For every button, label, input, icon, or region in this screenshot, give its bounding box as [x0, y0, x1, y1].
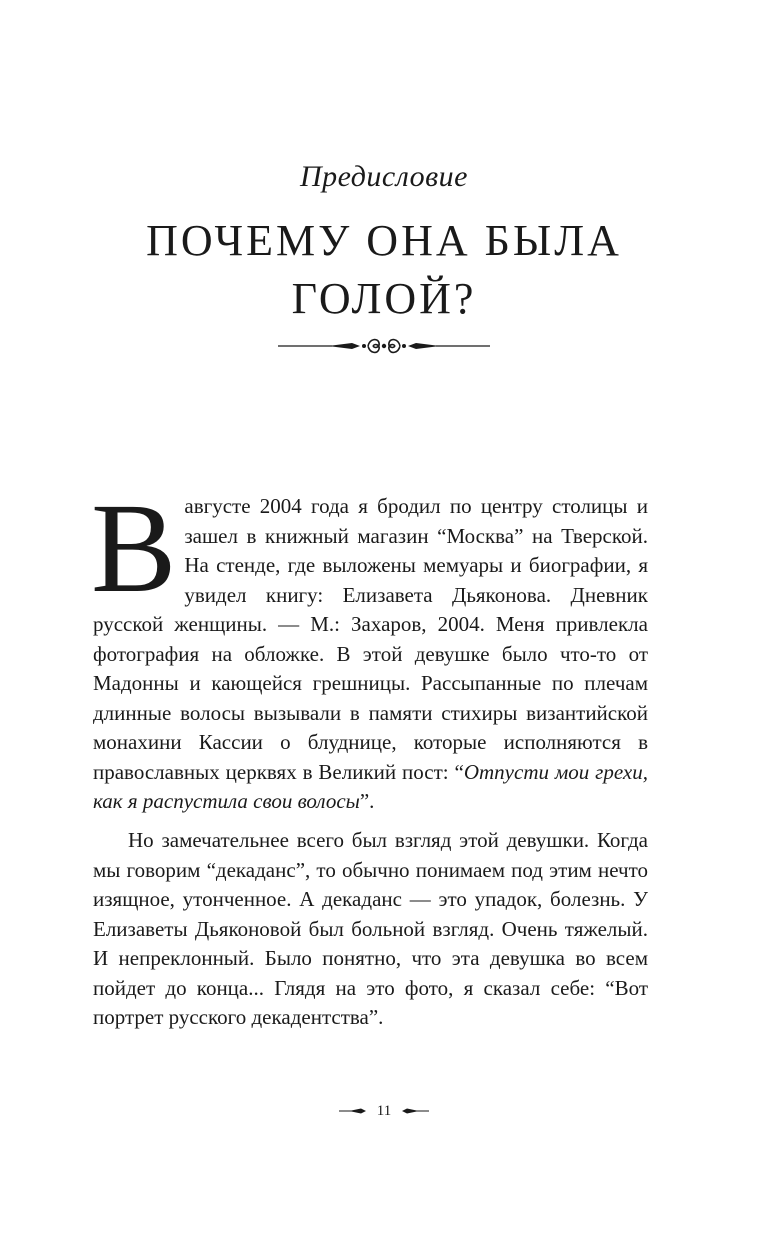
chapter-subtitle: Предисловие [299, 160, 468, 193]
right-flourish-icon [401, 1107, 429, 1115]
quote-text: Отпусти мои грехи, как я распустила свои волосы [93, 759, 648, 813]
chapter-title-line-1: ПОЧЕМУ ОНА БЫЛА [146, 216, 622, 265]
page-number: 11 [376, 1102, 392, 1119]
paragraph-1-text: августе 2004 года я бродил по центру столицы и зашел в книжный магазин “Москва” на Тверской. На стенде, где выложены мемуары и биографии, я увидел книгу: Елизавета Дьяконова. Дневник русской женщины. — М.: Захаров, 2004. Меня привлекла фотография на обложке. В этой девушке было что-то от Мадонны и кающейся грешницы. Рассыпанные по плечам длинные волосы вызывали в памяти стихиры византийской монахини Кассии о блуднице, которые исполняются в православных церквях в Великий пост: “ [93, 494, 648, 784]
ornament-divider-icon [278, 334, 490, 358]
chapter-title [0, 212, 768, 328]
chapter-title-line-2: ГОЛОЙ? [291, 274, 477, 323]
body-paragraph-2: Но замечательнее всего был взгляд этой девушки. Когда мы говорим “декаданс”, то обычно понимаем под этим нечто изящное, утонченное. А декаданс — это упадок, болезнь. У Елизаветы Дьяконовой был больной взгляд. Очень тяжелый. И непреклонный. Было понятно, что эта девушка во всем пойдет до конца... Глядя на это фото, я сказал себе: “Вот портрет русского декадентства”. [93, 828, 648, 1029]
left-flourish-icon [339, 1107, 367, 1115]
drop-cap: В [91, 477, 177, 619]
body-paragraph-1 [91, 477, 648, 817]
page-number-footer [0, 1100, 768, 1121]
paragraph-1-end: ”. [359, 789, 375, 813]
